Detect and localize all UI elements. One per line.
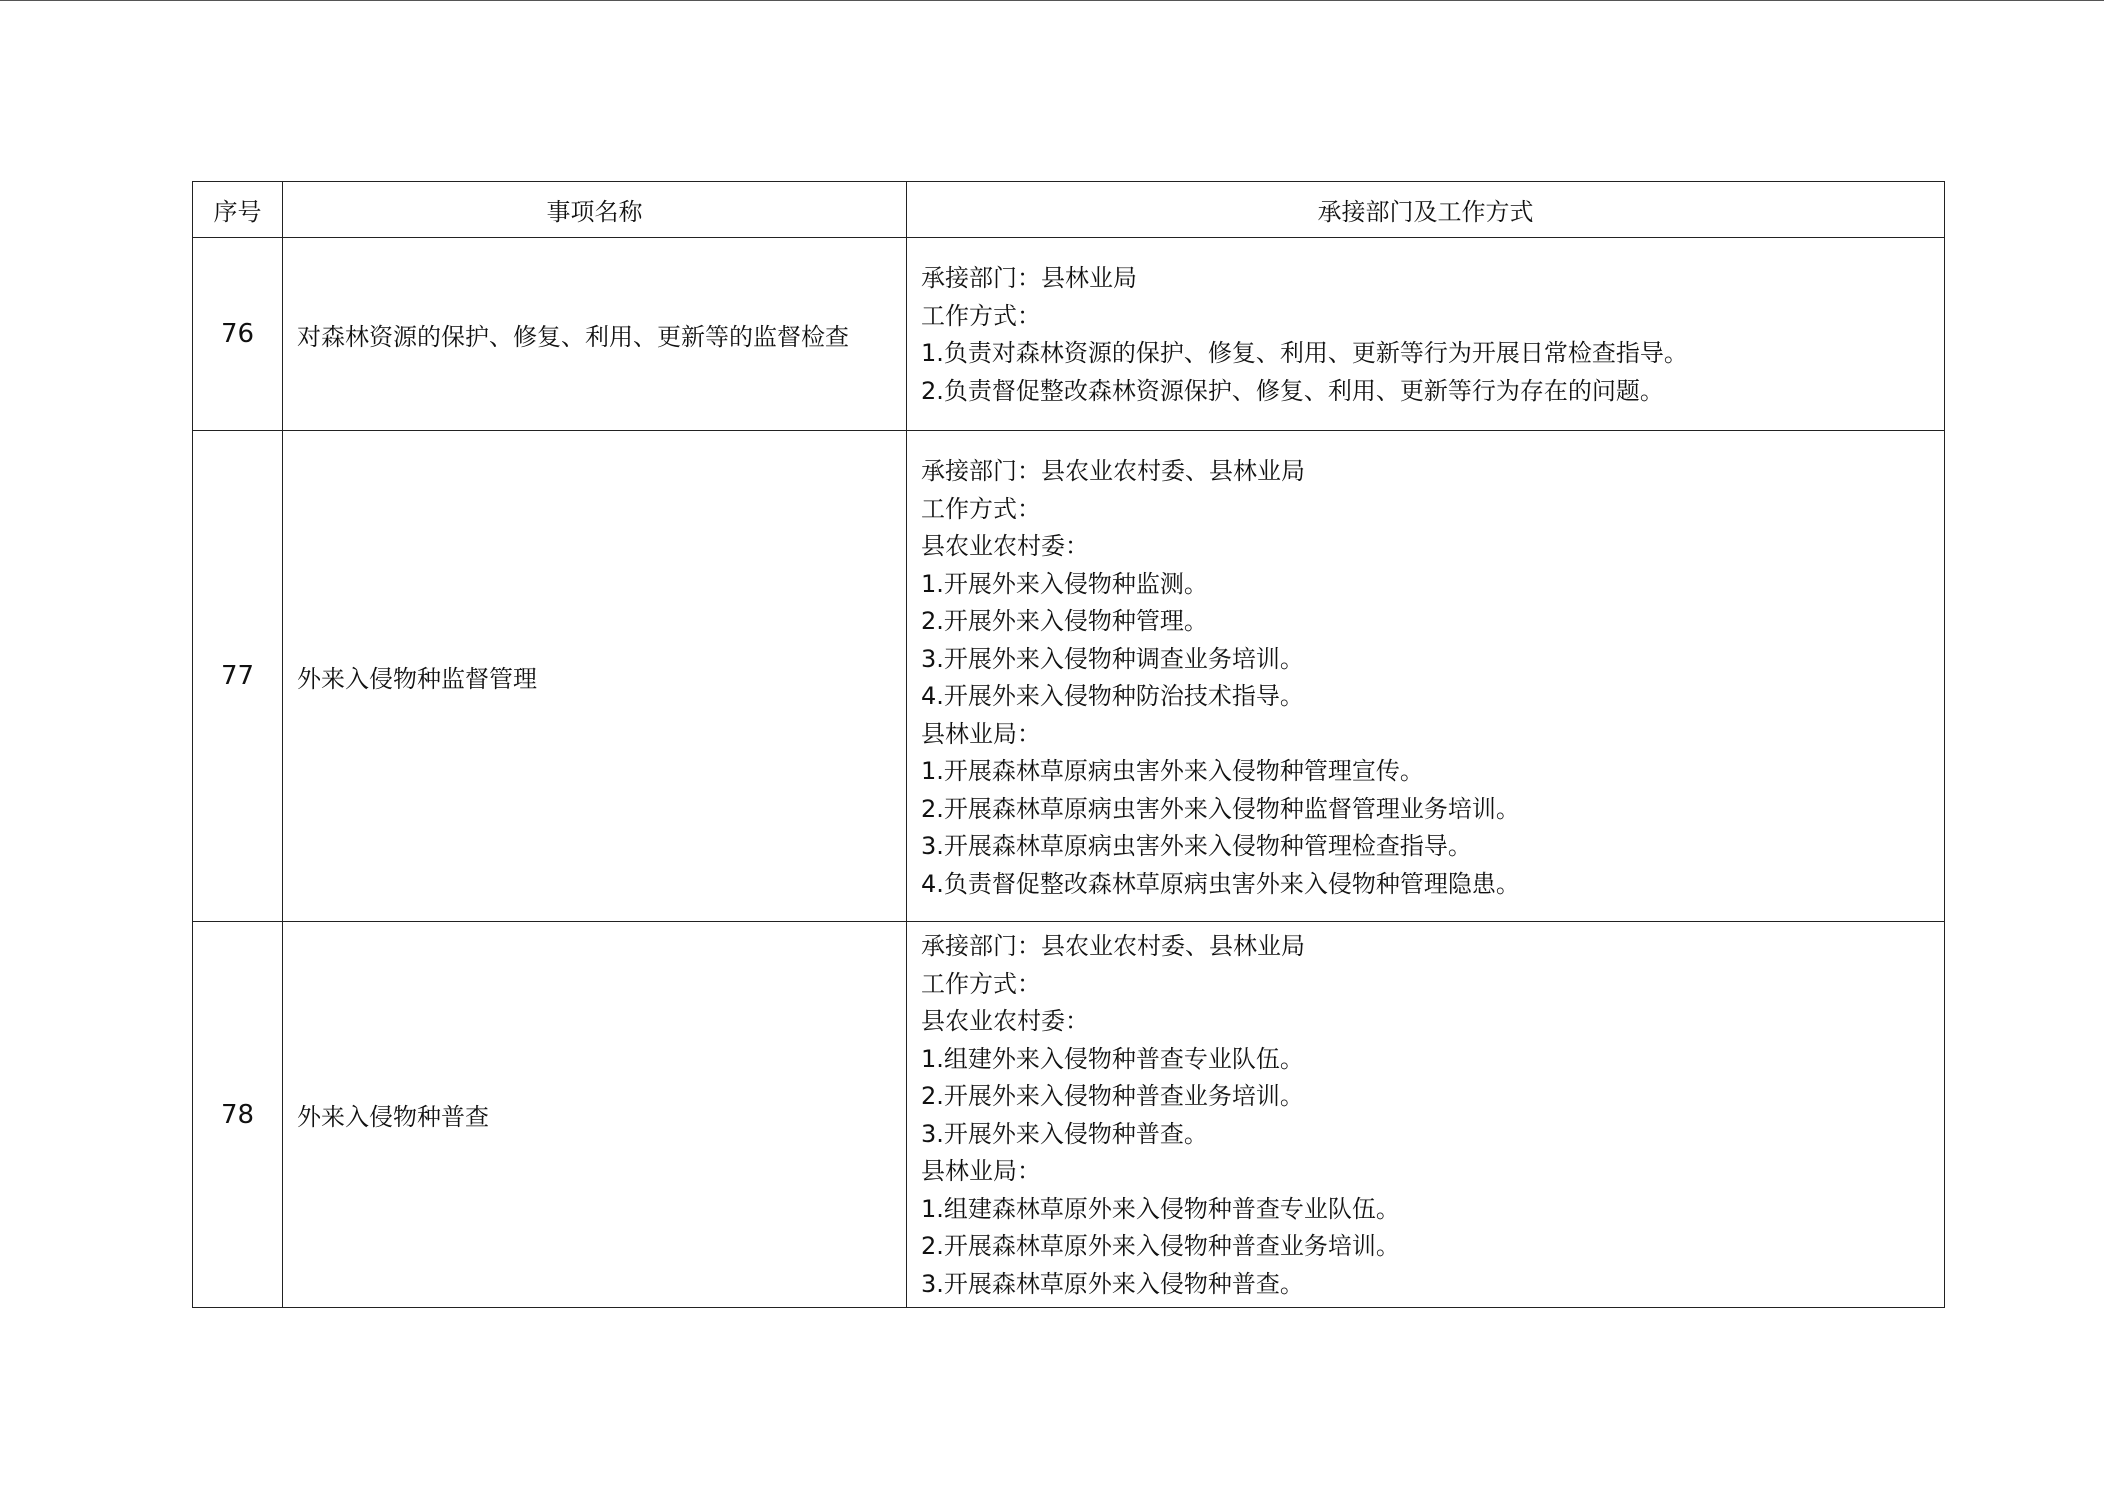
- department-method-cell: [907, 238, 1945, 431]
- header-serial-number: 序号: [193, 182, 283, 238]
- method-line: 4.负责督促整改森林草原病虫害外来入侵物种管理隐患。: [921, 869, 1520, 898]
- table-body: [193, 238, 1945, 1308]
- method-line: 工作方式：: [921, 301, 1041, 330]
- method-line: 2.开展外来入侵物种管理。: [921, 607, 1208, 635]
- header-matter-name: 事项名称: [283, 182, 907, 238]
- department-method-cell: [907, 431, 1945, 922]
- serial-number-cell: 76: [193, 238, 283, 431]
- method-lines: [921, 922, 1944, 1307]
- serial-number-cell: 78: [193, 922, 283, 1308]
- table-row: [193, 922, 1945, 1308]
- method-line: 承接部门：县农业农村委、县林业局: [921, 457, 1305, 485]
- matters-table: [192, 181, 1945, 1308]
- method-line: 县农业农村委：: [921, 1007, 1089, 1035]
- table-header: [193, 182, 1945, 238]
- page-top-border: [0, 0, 2104, 1]
- matter-name-cell: 外来入侵物种监督管理: [283, 431, 907, 922]
- header-row: [193, 182, 1945, 238]
- method-line: 1.开展森林草原病虫害外来入侵物种管理宣传。: [921, 757, 1424, 785]
- method-line: 3.开展外来入侵物种调查业务培训。: [921, 644, 1304, 673]
- method-lines: [921, 238, 1944, 428]
- matter-name-cell: 对森林资源的保护、修复、利用、更新等的监督检查: [283, 238, 907, 431]
- method-line: 承接部门：县农业农村委、县林业局: [921, 932, 1305, 960]
- serial-number-cell: 77: [193, 431, 283, 922]
- department-method-cell: [907, 922, 1945, 1308]
- method-line: 县农业农村委：: [921, 532, 1089, 560]
- method-lines: [921, 431, 1944, 921]
- method-line: 工作方式：: [921, 969, 1041, 998]
- table-row: [193, 431, 1945, 922]
- method-line: 县林业局：: [921, 719, 1041, 748]
- method-line: 2.开展森林草原病虫害外来入侵物种监督管理业务培训。: [921, 794, 1520, 823]
- method-line: 2.开展森林草原外来入侵物种普查业务培训。: [921, 1232, 1400, 1260]
- method-line: 2.开展外来入侵物种普查业务培训。: [921, 1082, 1304, 1110]
- method-line: 县林业局：: [921, 1157, 1041, 1185]
- method-line: 2.负责督促整改森林资源保护、修复、利用、更新等行为存在的问题。: [921, 376, 1664, 405]
- method-line: 承接部门：县林业局: [921, 264, 1137, 292]
- header-department-and-method: 承接部门及工作方式: [907, 182, 1945, 238]
- method-line: 3.开展森林草原病虫害外来入侵物种管理检查指导。: [921, 832, 1472, 860]
- method-line: 3.开展森林草原外来入侵物种普查。: [921, 1269, 1304, 1298]
- method-line: 1.负责对森林资源的保护、修复、利用、更新等行为开展日常检查指导。: [921, 339, 1688, 367]
- method-line: 工作方式：: [921, 494, 1041, 523]
- method-line: 1.组建森林草原外来入侵物种普查专业队伍。: [921, 1194, 1400, 1223]
- method-line: 1.组建外来入侵物种普查专业队伍。: [921, 1044, 1304, 1073]
- method-line: 4.开展外来入侵物种防治技术指导。: [921, 682, 1304, 710]
- method-line: 3.开展外来入侵物种普查。: [921, 1119, 1208, 1148]
- matter-name-cell: 外来入侵物种普查: [283, 922, 907, 1308]
- method-line: 1.开展外来入侵物种监测。: [921, 569, 1208, 598]
- table-row: [193, 238, 1945, 431]
